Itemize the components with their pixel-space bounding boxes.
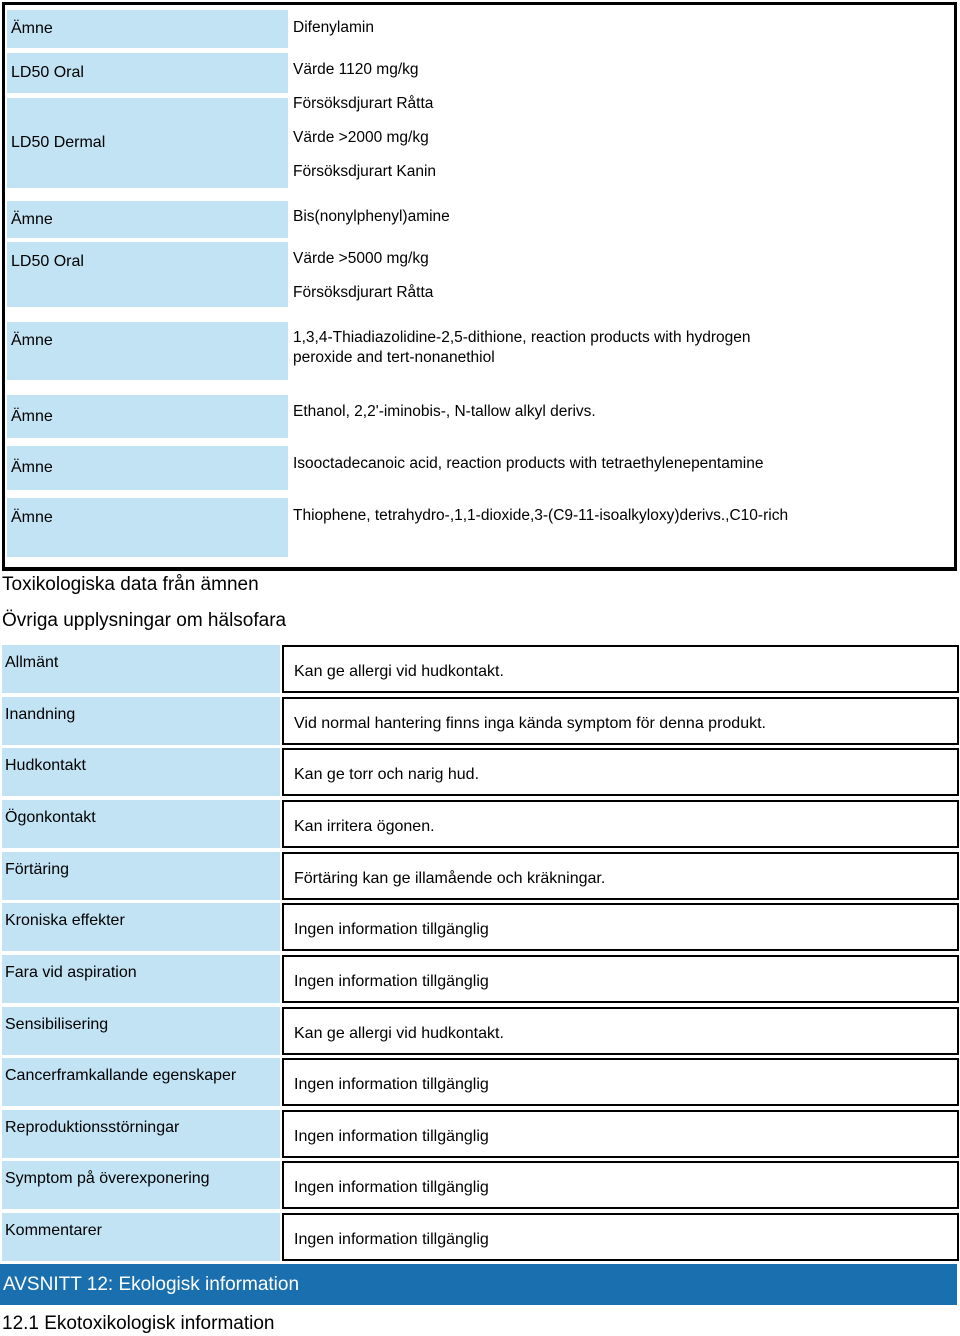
substance-value: Isooctadecanoic acid, reaction products with tetraethylenepentamine bbox=[293, 455, 764, 472]
substance-label: Ämne bbox=[7, 446, 288, 490]
health-row-label: Symptom på överexponering bbox=[2, 1161, 280, 1209]
health-row-label: Hudkontakt bbox=[2, 748, 280, 796]
health-row-value: Ingen information tillgänglig bbox=[282, 1213, 959, 1261]
substance-label: Ämne bbox=[7, 322, 288, 380]
health-row-value: Ingen information tillgänglig bbox=[282, 1110, 959, 1158]
tox-data-heading: Toxikologiska data från ämnen bbox=[2, 574, 259, 595]
substance-label: Ämne bbox=[7, 498, 288, 557]
health-row-value: Ingen information tillgänglig bbox=[282, 1058, 959, 1106]
health-row-value: Kan ge allergi vid hudkontakt. bbox=[282, 645, 959, 693]
ld50-dermal-label: LD50 Dermal bbox=[7, 98, 288, 188]
health-row-label: Sensibilisering bbox=[2, 1007, 280, 1055]
health-row-value: Ingen information tillgänglig bbox=[282, 955, 959, 1003]
health-row-label: Fara vid aspiration bbox=[2, 955, 280, 1003]
health-row-label: Inandning bbox=[2, 697, 280, 745]
substance-label: Ämne bbox=[7, 10, 288, 48]
ld50-dermal-animal: Försöksdjurart Kanin bbox=[293, 163, 437, 180]
health-row-label: Allmänt bbox=[2, 645, 280, 693]
health-row-value: Vid normal hantering finns inga kända symptom för denna produkt. bbox=[282, 697, 959, 745]
health-row-value: Ingen information tillgänglig bbox=[282, 1161, 959, 1209]
ld50-oral-value: Värde 1120 mg/kg bbox=[293, 61, 419, 78]
health-row-label: Cancerframkallande egenskaper bbox=[2, 1058, 280, 1106]
ld50-dermal-value: Värde >2000 mg/kg bbox=[293, 129, 429, 146]
health-row-label: Kroniska effekter bbox=[2, 903, 280, 951]
health-row-value: Förtäring kan ge illamående och kräkningar. bbox=[282, 852, 959, 900]
health-row-label: Reproduktionsstörningar bbox=[2, 1110, 280, 1158]
substance-value-line2: peroxide and tert-nonanethiol bbox=[293, 349, 495, 366]
ld50-oral-value: Värde >5000 mg/kg bbox=[293, 250, 429, 267]
section-12-header: AVSNITT 12: Ekologisk information bbox=[0, 1264, 957, 1305]
health-row-value: Kan irritera ögonen. bbox=[282, 800, 959, 848]
ld50-oral-animal: Försöksdjurart Råtta bbox=[293, 284, 434, 301]
other-info-heading: Övriga upplysningar om hälsofara bbox=[2, 610, 287, 631]
health-row-value: Kan ge torr och narig hud. bbox=[282, 748, 959, 796]
substance-value: Ethanol, 2,2'-iminobis-, N-tallow alkyl derivs. bbox=[293, 403, 596, 420]
ld50-oral-label: LD50 Oral bbox=[7, 242, 288, 307]
substance-label: Ämne bbox=[7, 395, 288, 438]
health-row-value: Kan ge allergi vid hudkontakt. bbox=[282, 1007, 959, 1055]
ld50-oral-animal: Försöksdjurart Råtta bbox=[293, 95, 434, 112]
substance-value: Difenylamin bbox=[293, 19, 374, 36]
substance-value: Thiophene, tetrahydro-,1,1-dioxide,3-(C9-11-isoalkyloxy)derivs.,C10-rich bbox=[293, 507, 789, 524]
health-row-label: Kommentarer bbox=[2, 1213, 280, 1261]
substance-value: Bis(nonylphenyl)amine bbox=[293, 208, 450, 225]
health-row-label: Förtäring bbox=[2, 852, 280, 900]
substance-label: Ämne bbox=[7, 201, 288, 238]
ld50-oral-label: LD50 Oral bbox=[7, 53, 288, 93]
health-row-value: Ingen information tillgänglig bbox=[282, 903, 959, 951]
substance-value-line1: 1,3,4-Thiadiazolidine-2,5-dithione, reaction products with hydrogen bbox=[293, 329, 751, 346]
section-12-1-heading: 12.1 Ekotoxikologisk information bbox=[2, 1313, 275, 1334]
health-row-label: Ögonkontakt bbox=[2, 800, 280, 848]
